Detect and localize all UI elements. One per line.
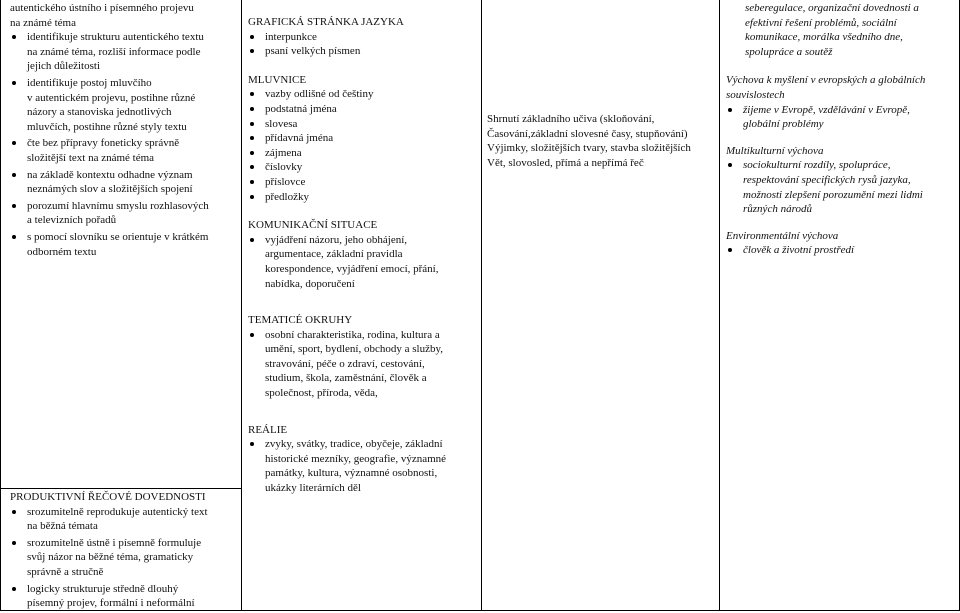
section-realia xyxy=(248,423,478,496)
text-line: sociokulturní rozdíly, spolupráce, xyxy=(743,159,891,172)
text-line: srozumitelně ústně i písemně formuluje xyxy=(27,536,202,549)
grid-line xyxy=(719,0,720,611)
outcomes-list xyxy=(10,30,238,259)
text-line: korespondence, vyjádření emocí, přání, xyxy=(265,262,439,275)
section-heading: GRAFICKÁ STRÁNKA JAZYKA xyxy=(248,16,404,28)
text-line: studium, škola, zaměstnání, člověk a xyxy=(265,372,427,385)
list-item xyxy=(248,175,478,190)
text-line: interpunkce xyxy=(265,30,317,43)
text-line: respektování specifických rysů jazyka, xyxy=(743,173,911,186)
list-item xyxy=(10,30,238,74)
text-line: číslovky xyxy=(265,161,303,174)
list-item xyxy=(248,328,478,401)
text-line: porozumí hlavnímu smyslu rozhlasových xyxy=(27,199,209,212)
list-item xyxy=(10,136,238,165)
text-line: na běžná témata xyxy=(27,520,98,533)
section-heading: PRODUKTIVNÍ ŘEČOVÉ DOVEDNOSTI xyxy=(10,491,206,503)
text-line: srozumitelně reprodukuje autentický text xyxy=(27,505,208,518)
text-line: v autentickém projevu, postihne různé xyxy=(27,91,196,104)
list-item xyxy=(10,230,238,259)
text-line: svůj názor na běžné téma, gramaticky xyxy=(27,551,194,564)
list-item xyxy=(248,30,478,45)
text-line: efektivní řešení problémů, sociální xyxy=(745,16,897,29)
text-line: písemný projev, formální i neformální xyxy=(27,597,195,610)
text-line: odborném textu xyxy=(27,245,97,258)
text-line: Výjimky, složitějších tvary, stavba složitějších xyxy=(487,142,691,155)
list-item xyxy=(10,536,238,580)
text-line: možnosti zlepšení porozumění mezi lidmi xyxy=(743,188,923,201)
list-item xyxy=(726,158,958,216)
text-line: historické mezníky, geografie, významné xyxy=(265,452,447,465)
curriculum-content-cell xyxy=(248,15,478,510)
summary-cell xyxy=(487,112,717,170)
text-line: globální problémy xyxy=(743,118,824,131)
section-graphic xyxy=(248,15,478,59)
text-line: na základě kontextu odhadne význam xyxy=(27,168,193,181)
grid-line xyxy=(0,0,1,611)
section-heading: Environmentální výchova xyxy=(726,229,839,242)
text-line: přídavná jména xyxy=(265,132,334,145)
section-heading: souvislostech xyxy=(726,88,785,101)
text-line: vazby odlišné od češtiny xyxy=(265,88,374,101)
text-line: Shrnutí základního učiva (skloňování, xyxy=(487,113,655,125)
section-heading: Multikulturní výchova xyxy=(726,144,824,157)
section-topics xyxy=(248,313,478,401)
text-line: autentického ústního i písemného projevu xyxy=(10,2,194,14)
list-item xyxy=(10,582,238,611)
text-line: správně a stručně xyxy=(27,565,104,578)
list-item xyxy=(248,190,478,205)
section-grammar xyxy=(248,73,478,204)
grid-line xyxy=(0,488,242,489)
text-line: názory a stanoviska jednotlivých xyxy=(27,106,172,119)
grid-line xyxy=(241,0,242,611)
text-line: podstatná jména xyxy=(265,102,337,115)
section-european xyxy=(726,73,958,131)
text-line: komunikace, morálka všedního dne, xyxy=(745,31,903,44)
text-line: mluvčích, postihne různé styly textu xyxy=(27,120,187,133)
text-line: na známé téma, rozliší informace podle xyxy=(27,45,201,58)
list-item xyxy=(248,44,478,59)
section-multicultural xyxy=(726,144,958,217)
text-line: identifikuje postoj mluvčího xyxy=(27,76,152,89)
text-line: umění, sport, bydlení, obchody a služby, xyxy=(265,343,444,356)
text-line: osobní charakteristika, rodina, kultura a xyxy=(265,328,440,341)
list-item xyxy=(248,131,478,146)
text-line: jejich důležitosti xyxy=(27,60,101,73)
text-line: s pomocí slovníku se orientuje v krátkém xyxy=(27,230,209,243)
grid-line xyxy=(481,0,482,611)
topic-list xyxy=(248,328,478,401)
topic-list xyxy=(248,87,478,204)
list-item xyxy=(248,102,478,117)
text-line: stravování, péče o zdraví, cestování, xyxy=(265,357,425,370)
topic-list xyxy=(726,158,958,216)
text-line: čte bez přípravy foneticky správně xyxy=(27,137,180,150)
text-line: na známé téma xyxy=(10,16,76,29)
list-item xyxy=(248,146,478,161)
text-line: neznámých slov a složitějších spojení xyxy=(27,183,193,196)
text-line: psaní velkých písmen xyxy=(265,45,361,58)
text-line: složitější text na známé téma xyxy=(27,151,155,164)
text-line: nabídka, doporučení xyxy=(265,277,355,290)
text-line: spolupráce a soutěž xyxy=(745,45,833,58)
cross-curricular-cell xyxy=(726,1,958,270)
text-line: vyjádření názoru, jeho obhájení, xyxy=(265,233,408,246)
text-line: předložky xyxy=(265,190,309,203)
section-environmental xyxy=(726,229,958,258)
topic-list xyxy=(248,437,478,495)
list-item xyxy=(726,243,958,258)
continued-text xyxy=(726,1,958,59)
text-line: seberegulace, organizační dovednosti a xyxy=(745,2,919,14)
outcomes-productive-cell xyxy=(10,490,238,613)
text-line: identifikuje strukturu autentického textu xyxy=(27,31,204,44)
outcomes-list xyxy=(10,505,238,611)
continued-text xyxy=(10,1,238,30)
topic-list xyxy=(248,30,478,59)
section-communication xyxy=(248,218,478,291)
list-item xyxy=(248,437,478,495)
section-heading: MLUVNICE xyxy=(248,73,307,86)
section-heading: Výchova k myšlení v evropských a globálních xyxy=(726,74,926,87)
text-line: argumentace, základní pravidla xyxy=(265,248,403,261)
text-line: zájmena xyxy=(265,146,302,159)
text-line: příslovce xyxy=(265,175,306,188)
text-line: slovesa xyxy=(265,117,298,130)
list-item xyxy=(10,199,238,228)
list-item xyxy=(248,160,478,175)
text-line: Vět, slovosled, přímá a nepřímá řeč xyxy=(487,156,644,169)
section-heading: TEMATICÉ OKRUHY xyxy=(248,314,353,327)
list-item xyxy=(726,103,958,132)
list-item xyxy=(10,168,238,197)
section-heading: KOMUNIKAČNÍ SITUACE xyxy=(248,219,378,232)
list-item xyxy=(10,505,238,534)
list-item xyxy=(248,117,478,132)
text-line: společnost, příroda, věda, xyxy=(265,387,378,400)
topic-list xyxy=(726,103,958,132)
text-line: Časování,základní slovesné časy, stupňování) xyxy=(487,127,688,140)
text-line: památky, kultura, významné osobnosti, xyxy=(265,467,438,480)
topic-list xyxy=(248,233,478,291)
text-line: logicky strukturuje středně dlouhý xyxy=(27,582,179,595)
text-line: zvyky, svátky, tradice, obyčeje, základní xyxy=(265,438,443,451)
text-line: a televizních pořadů xyxy=(27,214,117,227)
topic-list xyxy=(726,243,958,258)
text-line: člověk a životní prostředí xyxy=(743,244,855,257)
outcomes-receptive-cell xyxy=(10,1,238,261)
text-line: různých národů xyxy=(743,203,812,216)
list-item xyxy=(248,87,478,102)
text-line: žijeme v Evropě, vzdělávání v Evropě, xyxy=(743,103,910,116)
list-item xyxy=(10,76,238,134)
list-item xyxy=(248,233,478,291)
section-heading: REÁLIE xyxy=(248,423,288,436)
text-line: ukázky literárních děl xyxy=(265,482,361,495)
